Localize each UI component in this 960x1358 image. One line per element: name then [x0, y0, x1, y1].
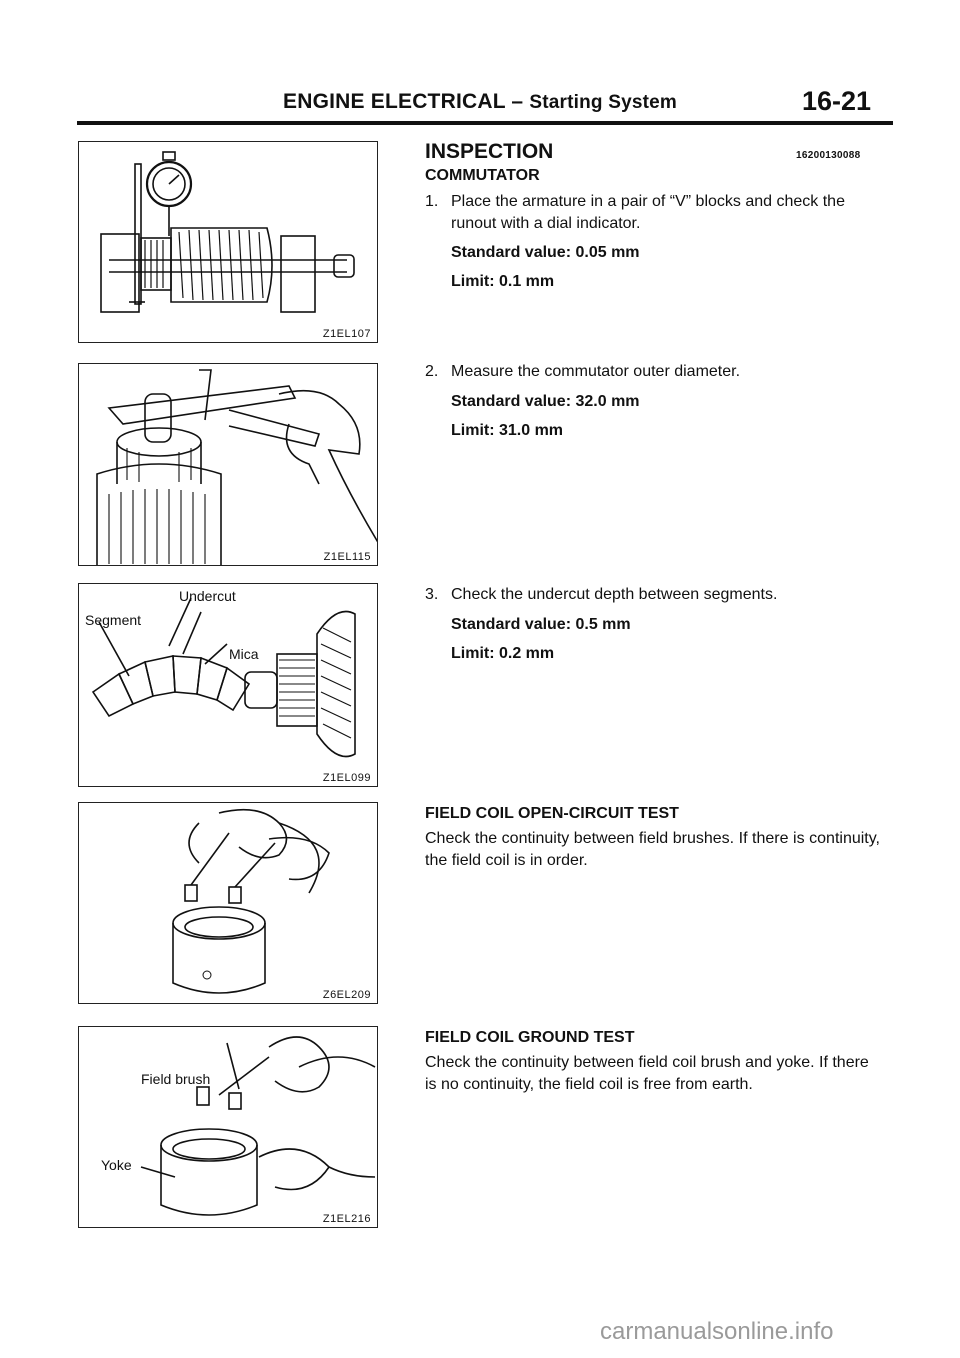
section-title — [283, 90, 677, 114]
figure-diameter — [78, 363, 378, 566]
page-number: 16-21 — [802, 86, 872, 116]
figure-runout — [78, 141, 378, 343]
figure-open-circuit — [78, 802, 378, 1004]
field-ground-text: Check the continuity between field coil brush and yoke. If there is no continuity, the field coil is free from earth. — [425, 1054, 869, 1093]
step-3-text: Check the undercut depth between segments. — [451, 586, 778, 603]
figure-code: Z1EL099 — [322, 772, 371, 784]
label-field-brush: Field brush — [141, 1071, 211, 1087]
step-2-standard: Standard value: 32.0 mm — [451, 393, 640, 410]
step-2 — [425, 361, 880, 442]
field-ground-heading: FIELD COIL GROUND TEST — [425, 1029, 635, 1046]
figure-runout-drawing — [79, 142, 377, 342]
step-2-text: Measure the commutator outer diameter. — [451, 363, 741, 380]
step-2-number: 2. — [425, 363, 439, 380]
figure-code: Z1EL216 — [322, 1213, 371, 1225]
figure-undercut — [78, 583, 378, 787]
watermark: carmanualsonline.info — [600, 1318, 834, 1345]
figure-code: Z1EL107 — [322, 328, 371, 340]
commutator-heading: COMMUTATOR — [425, 167, 540, 184]
inspection-code: 16200130088 — [796, 150, 861, 161]
inspection-heading: INSPECTION — [425, 140, 554, 163]
step-3-limit: Limit: 0.2 mm — [451, 645, 555, 662]
figure-code: Z1EL115 — [323, 551, 371, 563]
header-rule — [77, 121, 893, 125]
step-1-standard: Standard value: 0.05 mm — [451, 244, 640, 261]
figure-code: Z6EL209 — [322, 989, 371, 1001]
section-subtitle: Starting System — [529, 92, 678, 113]
label-yoke: Yoke — [101, 1157, 132, 1173]
step-3-number: 3. — [425, 586, 439, 603]
label-mica: Mica — [229, 646, 259, 662]
step-1 — [425, 191, 880, 293]
label-undercut: Undercut — [179, 588, 236, 604]
step-1-number: 1. — [425, 193, 439, 210]
section-title-dash: – — [511, 90, 524, 113]
figure-open-circuit-drawing — [79, 803, 377, 1003]
step-1-text: Place the armature in a pair of “V” blocks and check the runout with a dial indicator. — [451, 193, 845, 232]
field-open-heading: FIELD COIL OPEN-CIRCUIT TEST — [425, 805, 679, 822]
step-1-limit: Limit: 0.1 mm — [451, 273, 555, 290]
figure-ground-test-drawing — [79, 1027, 377, 1227]
figure-ground-test — [78, 1026, 378, 1228]
field-open-text: Check the continuity between field brushes. If there is continuity, the field coil is in order. — [425, 830, 880, 869]
step-2-limit: Limit: 31.0 mm — [451, 422, 564, 439]
figure-diameter-drawing — [79, 364, 377, 565]
label-segment: Segment — [85, 612, 142, 628]
step-3-standard: Standard value: 0.5 mm — [451, 616, 631, 633]
section-title-main: ENGINE ELECTRICAL — [283, 90, 506, 113]
step-3 — [425, 584, 880, 665]
